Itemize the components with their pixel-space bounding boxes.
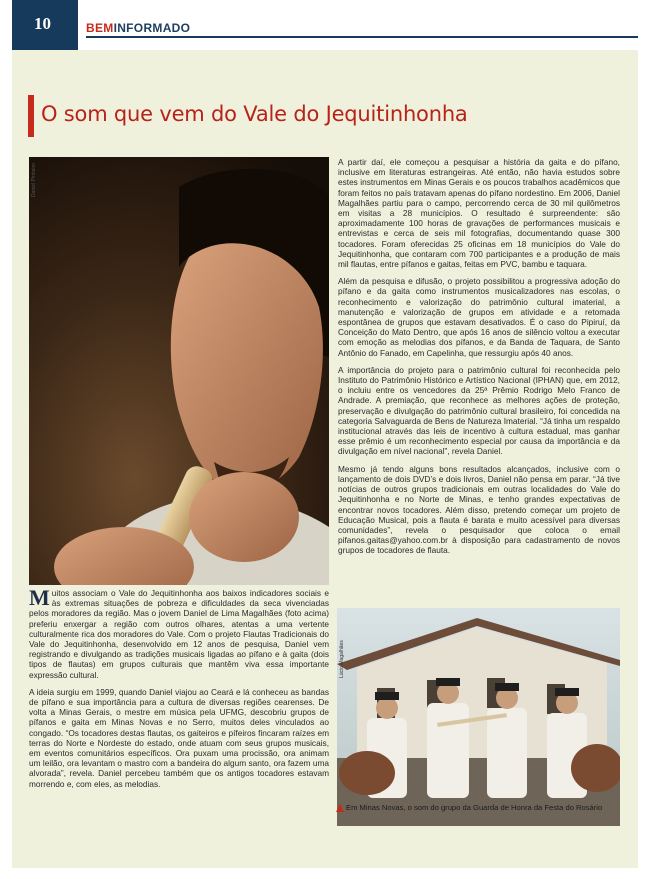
left-paragraph-2: A ideia surgiu em 1999, quando Daniel viajou ao Ceará e lá conheceu as bandas de pífano e sua importância para a cultura de diversas regiões cearenses. De volta a Minas Gerais, o mestre em música pela UFMG, descobriu grupos de pífanos e gaita em Minas Novas e no Serro, muitos deles vinculados ao congado. “Os tocadores destas flautas, os gaiteiros e pífeiros fincaram raízes em terras do Norte e Nordeste do estado, onde atuam com seus grupos musicais, em eventos comunitários específicos. Ora puxam uma procissão, ora animam um leilão, ora levantam o mastro com a bandeira do algum santo, ora fazem uma alvorada”, revela. Daniel percebeu também que os antigos tocadores estavam morrendo e, com eles, as melodias. — [29, 686, 329, 789]
magazine-page — [12, 0, 638, 868]
right-paragraph-1: A partir daí, ele começou a pesquisar a história da gaita e do pífano, inclusive em literaturas estrangeiras. Até então, não havia estudos sobre estes instrumentos em Minas Gerais e os poucos trabalhos acadêmicos que foram feitos no país tratavam apenas do pífano nordestino. Em 2006, Daniel Magalhães partiu para o campo, percorrendo cerca de 30 mil quilômetros em visitas a 28 municípios. O resultado é surpreendente: são aproximadamente 100 horas de gravações de performances musicais e entrevistas e cerca de seis mil fotografias, documentando quase 300 tocadores. Foram oferecidas 25 oficinas em 18 municípios do Vale do Jequitinhonha, que contaram com 700 participantes e a produção de mais mil flautas, entre pífanos e gaitas, feitas em PVC, bambu e taquara. — [338, 157, 620, 270]
caption-marker-icon — [336, 804, 344, 812]
right-paragraph-3: A importância do projeto para o patrimônio cultural foi reconhecida pelo Instituto do Patrimônio Histórico e Artístico Nacional (IPHAN) que, em 2012, o incluiu entre os vencedores da 25ª Prêmio Rodrigo Melo Franco de Andrade. A premiação, que reconhece as melhores ações de proteção, preservação e divulgação do patrimônio cultural brasileiro, foi concedida na categoria Salvaguarda de Bens de Natureza Imaterial. “Já tinha um respaldo institucional através das leis de incentivo à cultura estadual, mas ganhar esse prêmio é um reconhecimento especial por causa da importância e da divulgação em nível nacional”, revela Daniel. — [338, 364, 620, 457]
page-header — [12, 0, 638, 50]
photo2-credit: Lúcio Magalhães — [339, 640, 345, 678]
musician-photo-image — [29, 157, 329, 585]
dropcap: M — [29, 585, 50, 610]
title-accent-bar — [28, 95, 34, 137]
page-number-box — [12, 0, 78, 50]
section-title — [86, 21, 190, 35]
band-photo — [337, 608, 620, 826]
band-photo-image — [337, 608, 620, 826]
right-paragraph-2: Além da pesquisa e difusão, o projeto possibilitou a progressiva adoção do pífano e da gaita como instrumentos musicalizadores nas escolas, o reconhecimento e valorização do patrimônio cultural imaterial, a manutenção e valorização de grupos em atividade e a retomada espontânea de grupos que estavam desativados. É o caso do Pipiruí, da Conceição do Mato Dentro, que após 16 anos de silêncio voltou a executar com emoção as melodias dos pífanos, e da Banda de Taquara, de Santo Antônio do Fanado, em Capelinha, que ressurgiu após 40 anos. — [338, 276, 620, 358]
section-title-informado: INFORMADO — [113, 21, 191, 35]
header-divider — [86, 36, 638, 38]
article-title: O som que vem do Vale do Jequitinhonha — [41, 102, 468, 126]
photo-caption: Em Minas Novas, o som do grupo da Guarda de Honra da Festa do Rosário — [346, 803, 603, 812]
left-column — [29, 585, 329, 796]
right-paragraph-4: Mesmo já tendo alguns bons resultados alcançados, inclusive com o lançamento de dois DVD’s e dois livros, Daniel não pensa em parar. “Já tive notícias de outros grupos tradicionais em outras localidades do Vale do Jequitinhonha e no Norte de Minas, e tenho grandes expectativas de encontrar novos tocadores. Além disso, pretendo começar um projeto de Educação Musical, pois a flauta é barata e muito acessível para diversas comunidades”, revela o pesquisador que coloca o email pifanos.gaitas@yahoo.com.br à disposição para cadastramento de novos grupos de tocadores de flauta. — [338, 463, 620, 556]
left-paragraph-1-text: uitos associam o Vale do Jequitinhonha aos baixos indicadores sociais e às extremas situações de pobreza e dificuldades da seca vivenciadas pelos moradores da região. Mas o jovem Daniel de Lima Magalhães (foto acima) preferiu enxergar a região com outros olhares, atentas a uma vertente culturalmente rica dos moradores do Vale. Com o projeto Flautas Tradicionais do Vale do Jequitinhonha, desenvolvido em 12 anos de pesquisa, Daniel vem registrando e divulgando as tradições musicais ligadas ao pífano e à gaita (dois tipos de flautas) em grupos culturais que mantêm viva essa importante expressão cultural. — [29, 588, 329, 680]
page-number: 10 — [34, 14, 51, 33]
musician-photo — [29, 157, 329, 585]
right-column — [338, 157, 620, 563]
left-paragraph-1 — [29, 585, 329, 680]
section-title-bem: BEM — [86, 21, 114, 35]
photo1-credit: Daniel Pinheiro — [31, 163, 37, 197]
